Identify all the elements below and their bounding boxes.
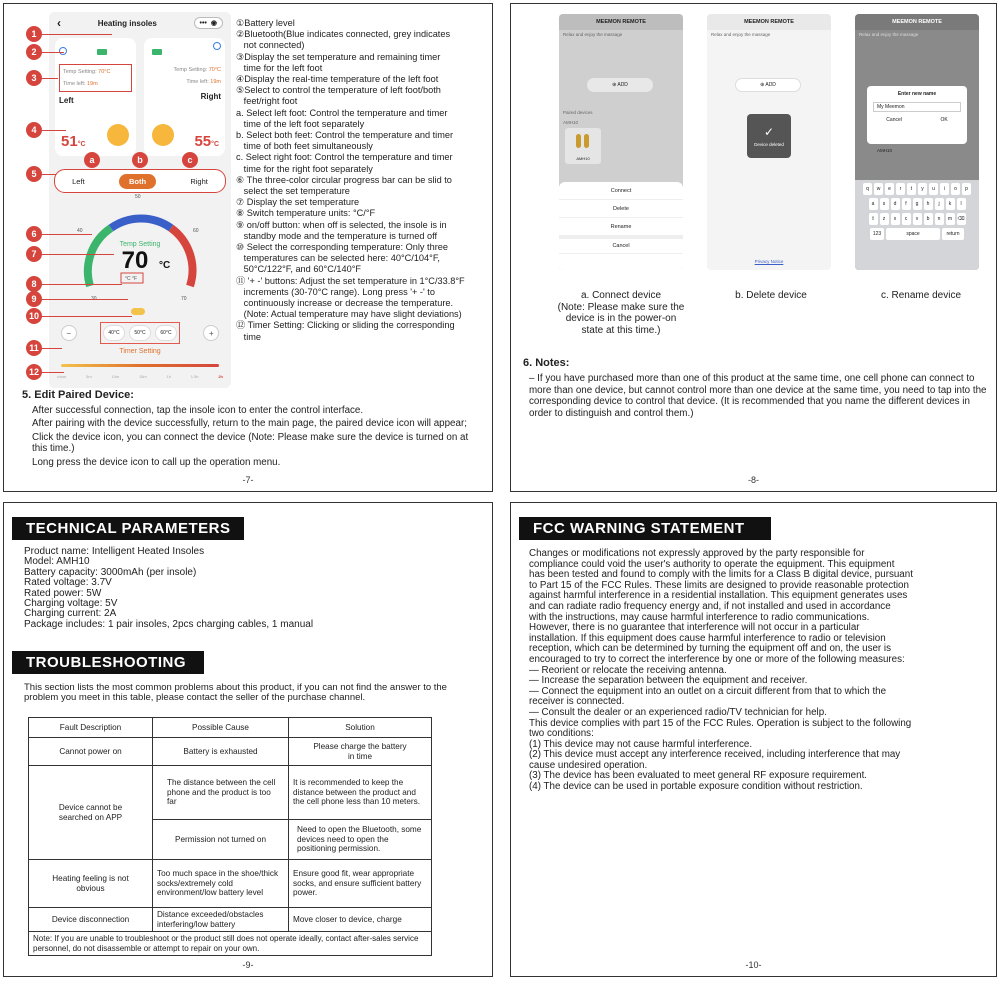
feature-legend: [236, 18, 490, 343]
solution-cell: It is recommended to keep the distance between the product and the cell phone less than 10 meters.: [289, 766, 432, 820]
gauge-tick: 40: [77, 228, 83, 234]
keyboard-key[interactable]: q: [863, 183, 872, 195]
keyboard-key[interactable]: k: [946, 198, 955, 210]
keyboard-key[interactable]: y: [918, 183, 927, 195]
parameter: Package includes: 1 pair insoles, 2pcs charging cables, 1 manual: [24, 618, 314, 630]
callout-8: 8: [26, 276, 42, 292]
legend-line: not connected): [236, 40, 305, 51]
screen-rename-device: [855, 14, 979, 270]
legend-line: (Note: Actual temperature may have slight deviations): [236, 309, 462, 320]
legend-line: ⑫ Timer Setting: Clicking or sliding the corresponding: [236, 320, 455, 331]
page-number: -9-: [242, 960, 254, 970]
legend-line: ④Display the real-time temperature of the left foot: [236, 74, 439, 85]
fcc-line: compliance could void the user's authority to operate the equipment. This equipment: [529, 558, 895, 570]
callout-1: 1: [26, 26, 42, 42]
set-temperature: 70: [121, 247, 149, 274]
legend-line: time for the right foot separately: [236, 163, 373, 174]
right-temperature: 55°C: [194, 133, 219, 150]
right-side-label: Right: [200, 92, 221, 101]
legend-line: ⑧ Switch temperature units: °C/°F: [236, 208, 376, 219]
keyboard-key[interactable]: h: [924, 198, 933, 210]
rename-option[interactable]: Rename: [559, 218, 683, 236]
gauge-label: Temp Setting: [119, 241, 161, 248]
keyboard-key[interactable]: l: [957, 198, 966, 210]
solution-cell: Move closer to device, charge: [289, 908, 432, 932]
keyboard-key[interactable]: r: [896, 183, 905, 195]
new-name-input[interactable]: My Meemon: [873, 102, 961, 112]
legend-line: a. Select left foot: Control the temperature and timer: [236, 107, 448, 118]
legend-line: b. Select both feet: Control the temperature and timer: [236, 130, 454, 141]
parameter: Product name: Intelligent Heated Insoles: [24, 546, 205, 557]
app-screenshot: [49, 12, 231, 388]
device-icon-label: AMH10: [576, 156, 590, 161]
parameter: Model: AMH10: [24, 556, 90, 568]
temperature-gauge[interactable]: [49, 188, 231, 308]
callout-b: b: [132, 152, 148, 168]
keyboard-key[interactable]: n: [935, 213, 944, 225]
cause-cell: Distance exceeded/obstacles interfering/low battery: [153, 908, 289, 932]
timer-tick[interactable]: 1.5h: [190, 374, 199, 379]
fault-cell: Heating feeling is not obvious: [29, 860, 153, 908]
check-icon: ✓: [763, 125, 775, 139]
fcc-line: encouraged to try to correct the interference by one or more of the following measures:: [529, 653, 905, 665]
keyboard-key[interactable]: v: [913, 213, 922, 225]
keyboard-key[interactable]: u: [929, 183, 938, 195]
fcc-line: two conditions:: [529, 728, 594, 740]
keyboard-key[interactable]: a: [869, 198, 878, 210]
legend-line: ⑪ '+ -' buttons: Adjust the set temperature in 1°C/33.8°F: [236, 275, 465, 286]
legend-line: select the set temperature: [236, 186, 350, 197]
legend-line: c. Select right foot: Control the temperature and timer: [236, 152, 453, 163]
fcc-line: and can radiate radio frequency energy and, if not installed and used in accordance: [529, 600, 891, 612]
cancel-option[interactable]: Cancel: [559, 236, 683, 254]
screen-subtitle: Relax and enjoy the massage: [563, 32, 623, 37]
dialog-ok-button[interactable]: OK: [940, 117, 948, 123]
fcc-line: receiver is connected.: [529, 696, 625, 708]
table-note: Note: If you are unable to troubleshoot or the product still does not operate ideally, contact after-sales service personnel, do not disassemble or attempt to repair on your own.: [29, 932, 432, 956]
dialog-title: Enter new name: [897, 91, 937, 97]
preset-40-button[interactable]: 40°C: [103, 325, 125, 341]
callout-3: 3: [26, 70, 42, 86]
fcc-line: — Reorient or relocate the receiving antenna.: [529, 664, 727, 676]
preset-60-button[interactable]: 60°C: [155, 325, 177, 341]
fcc-line: to Part 15 of the FCC Rules. These limits are designed to provide reasonable protection: [529, 579, 909, 591]
device-deleted-toast: [747, 114, 791, 158]
parameter: Battery capacity: 3000mAh (per insole): [24, 566, 197, 578]
callout-2: 2: [26, 44, 42, 60]
left-temperature: 51°C: [61, 133, 86, 150]
parameter: Charging current: 2A: [24, 608, 117, 620]
troubleshooting-intro: This section lists the most common problems about this product, if you can not find the answer to the problem you meet in this table, please contact the seller of the purchase channel.: [24, 682, 447, 703]
solution-cell: Please charge the battery in time: [289, 738, 432, 766]
select-left-button[interactable]: Left: [72, 176, 85, 186]
keyboard-key[interactable]: e: [885, 183, 894, 195]
timer-label: Timer Setting: [119, 348, 161, 355]
left-side-label: Left: [59, 96, 74, 105]
fcc-line: (1) This device may not cause harmful interference.: [529, 738, 753, 750]
callout-11: 11: [26, 340, 42, 356]
bluetooth-icon: [59, 47, 67, 55]
timer-tick[interactable]: close: [57, 374, 67, 379]
legend-line: time of the left foot separately: [236, 118, 365, 129]
fcc-line: installation. If this equipment does cause harmful interference to radio or television: [529, 632, 886, 644]
foot-icon: [107, 124, 129, 146]
solution-cell: Ensure good fit, wear appropriate socks, and ensure sufficient battery power.: [289, 860, 432, 908]
keyboard-key[interactable]: i: [940, 183, 949, 195]
rename-dialog: [867, 86, 967, 144]
screen-subtitle: Relax and enjoy the massage: [711, 32, 771, 37]
paragraph: After successful connection, tap the insole icon to enter the control interface.: [32, 404, 364, 416]
timer-tick[interactable]: 1h: [166, 374, 171, 379]
page-number: -7-: [242, 475, 254, 485]
privacy-notice-link[interactable]: Privacy Notice: [754, 259, 784, 264]
keyboard-key[interactable]: b: [924, 213, 933, 225]
keyboard-key[interactable]: o: [951, 183, 960, 195]
select-both-button[interactable]: Both: [119, 174, 156, 189]
legend-line: ⑨ on/off button: when off is selected, the insole is in: [236, 219, 447, 230]
keyboard-key[interactable]: x: [891, 213, 900, 225]
notes-text: – If you have purchased more than one of this product at the same time, one cell phone can connect to more than one device, but cannot control more than one device at the same time, you need to tap into the corresponding device to control that device. (It is recommended that you name the different devices in order to distinguish and control them.): [529, 373, 987, 419]
bluetooth-icon: [213, 42, 221, 50]
cause-cell: Permission not turned on: [153, 820, 289, 860]
screenshot-captions: [551, 290, 991, 336]
legend-line: standby mode and the temperature is turned off: [236, 230, 438, 241]
mini-program-capsule[interactable]: [194, 17, 223, 29]
right-foot-card[interactable]: [144, 38, 225, 156]
fcc-line: This device complies with part 15 of the FCC Rules. Operation is subject to the following: [529, 717, 912, 729]
numbers-key[interactable]: 123: [870, 228, 884, 240]
troubleshooting-heading: TROUBLESHOOTING: [12, 651, 204, 674]
table-row: [29, 766, 432, 820]
legend-line: ③Display the set temperature and remaining timer: [236, 51, 441, 62]
fcc-line: — Connect the equipment into an outlet on a circuit different from that to which the: [529, 685, 887, 697]
fault-cell: Device disconnection: [29, 908, 153, 932]
preset-temperatures: [100, 322, 180, 344]
keyboard-key[interactable]: m: [946, 213, 955, 225]
fcc-line: with the instructions, may cause harmful interference to radio communications.: [529, 611, 870, 623]
callout-9: 9: [26, 291, 42, 307]
parameter: Rated power: 5W: [24, 587, 102, 599]
fcc-line: has been tested and found to comply with the limits for a Class B digital device, pursuant: [529, 569, 913, 581]
screen-connect-device: [559, 14, 683, 270]
keyboard-key[interactable]: s: [880, 198, 889, 210]
fcc-line: (2) This device must accept any interference received, including interference that may: [529, 749, 901, 761]
cause-cell: Too much space in the shoe/thick socks/extremely cold environment/low battery level: [153, 860, 289, 908]
screen-subtitle: Relax and enjoy the massage: [859, 32, 919, 37]
parameter: Charging voltage: 5V: [24, 598, 118, 610]
delete-option[interactable]: Delete: [559, 200, 683, 218]
keyboard-key[interactable]: z: [880, 213, 889, 225]
legend-line: feet/right foot: [236, 96, 298, 107]
technical-parameters-heading: TECHNICAL PARAMETERS: [12, 517, 244, 540]
keyboard-key[interactable]: c: [902, 213, 911, 225]
callout-6: 6: [26, 226, 42, 242]
keyboard-key[interactable]: g: [913, 198, 922, 210]
column-header: Possible Cause: [153, 718, 289, 738]
dialog-cancel-button[interactable]: Cancel: [886, 117, 902, 123]
action-sheet: [559, 182, 683, 270]
parameter: Rated voltage: 3.7V: [24, 577, 112, 589]
close-target-icon[interactable]: ◉: [210, 20, 217, 27]
battery-icon: [152, 49, 162, 55]
fcc-line: — Increase the separation between the equipment and receiver.: [529, 675, 808, 687]
keyboard-key[interactable]: t: [907, 183, 916, 195]
preset-50-button[interactable]: 50°C: [129, 325, 151, 341]
plus-button[interactable]: +: [203, 325, 219, 341]
keyboard-key[interactable]: p: [962, 183, 971, 195]
connect-option[interactable]: Connect: [559, 182, 683, 200]
fcc-line: cause undesired operation.: [529, 759, 648, 771]
keyboard-key[interactable]: w: [874, 183, 883, 195]
timer-tick[interactable]: 2h: [218, 374, 223, 379]
foot-icon: [152, 124, 174, 146]
legend-line: ⑦ Display the set temperature: [236, 197, 360, 208]
app-title: Heating insoles: [97, 18, 157, 28]
battery-icon: [97, 49, 107, 55]
callout-10: 10: [26, 308, 42, 324]
paragraph: Long press the device icon to call up the operation menu.: [32, 456, 281, 468]
return-key[interactable]: return: [942, 228, 964, 240]
callout-a: a: [84, 152, 100, 168]
manual-page-8: [510, 3, 997, 492]
timer-slider[interactable]: [61, 364, 219, 367]
callout-12: 12: [26, 364, 42, 380]
legend-line: time of both feet simultaneously: [236, 141, 373, 152]
solution-cell: Need to open the Bluetooth, some devices need to open the positioning permission.: [289, 820, 432, 860]
manual-page-9: [3, 502, 493, 977]
keyboard-key[interactable]: ⌫: [957, 213, 966, 225]
right-info-box: Temp Setting: 70°C Time left: 19m: [173, 67, 221, 85]
timer-ticks: [57, 374, 223, 379]
timer-tick[interactable]: 10m: [111, 374, 120, 379]
gauge-tick: 60: [193, 228, 199, 234]
parameter-list: [24, 547, 313, 630]
legend-line: ②Bluetooth(Blue indicates connected, grey indicates: [236, 29, 451, 40]
table-row: [29, 932, 432, 956]
screen-delete-device: [707, 14, 831, 270]
legend-line: increments (30-70°C range). Long press '+ -' to: [236, 286, 435, 297]
gauge-tick: 50: [135, 194, 141, 200]
caption-rename: c. Rename device: [880, 290, 962, 301]
keyboard-key[interactable]: f: [902, 198, 911, 210]
keyboard: [855, 180, 979, 270]
callout-7: 7: [26, 246, 42, 262]
legend-line: time for the left foot: [236, 62, 323, 73]
device-name-label: AMH10: [563, 120, 579, 125]
device-name-label: AMH10: [877, 148, 893, 153]
caption-delete: b. Delete device: [735, 290, 807, 301]
troubleshooting-table: [28, 717, 432, 956]
cause-cell: Battery is exhausted: [153, 738, 289, 766]
add-device-button[interactable]: ⊕ ADD: [587, 78, 653, 92]
unit-switch: °C °F: [125, 276, 138, 282]
paragraph: Click the device icon, you can connect the device (Note: Please make sure the device is turned on at this time.): [32, 431, 469, 455]
timer-tick[interactable]: 15m: [138, 374, 147, 379]
gauge-tick: 70: [181, 296, 187, 302]
notes-section: [523, 358, 989, 419]
timer-tick[interactable]: 5m: [86, 374, 92, 379]
section-heading: 6. Notes:: [523, 357, 570, 369]
add-device-button[interactable]: ⊕ ADD: [735, 78, 801, 92]
back-icon[interactable]: ‹: [57, 16, 61, 30]
legend-line: ⑥ The three-color circular progress bar can be slid to: [236, 174, 452, 185]
fault-cell: Cannot power on: [29, 738, 153, 766]
screen-title: MEEMON REMOTE: [559, 14, 683, 30]
manual-page-10: [510, 502, 997, 977]
fcc-line: However, there is no guarantee that interference will not occur in a particular: [529, 622, 860, 634]
more-icon[interactable]: •••: [199, 19, 207, 27]
keyboard-key[interactable]: d: [891, 198, 900, 210]
legend-line: ⑩ Select the corresponding temperature: Only three: [236, 242, 449, 253]
keyboard-key[interactable]: ⇧: [869, 213, 878, 225]
screen-title: MEEMON REMOTE: [855, 14, 979, 30]
left-info-box: Temp Setting: 70°C Time left: 19m: [59, 64, 132, 92]
legend-line: continuously increase or decrease the temperature.: [236, 298, 454, 309]
select-right-button[interactable]: Right: [190, 176, 208, 186]
fcc-line: (3) The device has been evaluated to meet general RF exposure requirement.: [529, 770, 868, 782]
column-header: Solution: [289, 718, 432, 738]
minus-button[interactable]: −: [61, 325, 77, 341]
fcc-line: against harmful interference in a residential installation. This equipment generates uses: [529, 590, 908, 602]
fcc-line: reception, which can be determined by turning the equipment off and on, the user is: [529, 643, 891, 655]
set-temperature-unit: °C: [159, 260, 171, 271]
legend-line: time: [236, 331, 262, 342]
legend-line: temperatures can be selected here: 40°C/104°F,: [236, 253, 440, 264]
page-number: -8-: [748, 475, 759, 485]
fcc-line: (4) The device can be used in portable exposure condition without restriction.: [529, 781, 863, 793]
callout-4: 4: [26, 122, 42, 138]
column-header: Fault Description: [29, 718, 153, 738]
paired-devices-label: Paired devices: [563, 110, 593, 115]
keyboard-key[interactable]: j: [935, 198, 944, 210]
table-row: [29, 908, 432, 932]
manual-page-7: [3, 3, 493, 492]
legend-line: 50°C/122°F, and 60°C/140°F: [236, 264, 362, 275]
screen-title: MEEMON REMOTE: [707, 14, 831, 30]
on-off-toggle[interactable]: [131, 308, 145, 315]
fault-cell: Device cannot be searched on APP: [29, 766, 153, 860]
fcc-line: Changes or modifications not expressly approved by the party responsible for: [529, 548, 865, 559]
cause-cell: The distance between the cell phone and the product is too far: [153, 766, 289, 820]
table-row: [29, 738, 432, 766]
fcc-heading: FCC WARNING STATEMENT: [519, 517, 771, 540]
callout-5: 5: [26, 166, 42, 182]
left-foot-card[interactable]: [55, 38, 136, 156]
caption-connect: a. Connect device (Note: Please make sure the device is in the power-on state at this time.): [557, 290, 685, 336]
fcc-statement: [529, 549, 981, 793]
app-nav-bar: [49, 12, 231, 34]
legend-line: ①Battery level: [236, 18, 295, 28]
legend-line: ⑤Select to control the temperature of left foot/both: [236, 85, 441, 96]
fcc-line: — Consult the dealer or an experienced radio/TV technician for help.: [529, 706, 827, 718]
edit-paired-device-section: [22, 390, 484, 471]
callout-c: c: [182, 152, 198, 168]
section-heading: 5. Edit Paired Device:: [22, 389, 134, 401]
toast-text: Device deleted: [754, 142, 784, 147]
page-number: -10-: [745, 960, 762, 970]
space-key[interactable]: space: [886, 228, 940, 240]
device-icon[interactable]: [565, 128, 601, 164]
paragraph: After pairing with the device successfully, return to the main page, the paired device icon will appear;: [32, 418, 467, 430]
table-row: [29, 860, 432, 908]
